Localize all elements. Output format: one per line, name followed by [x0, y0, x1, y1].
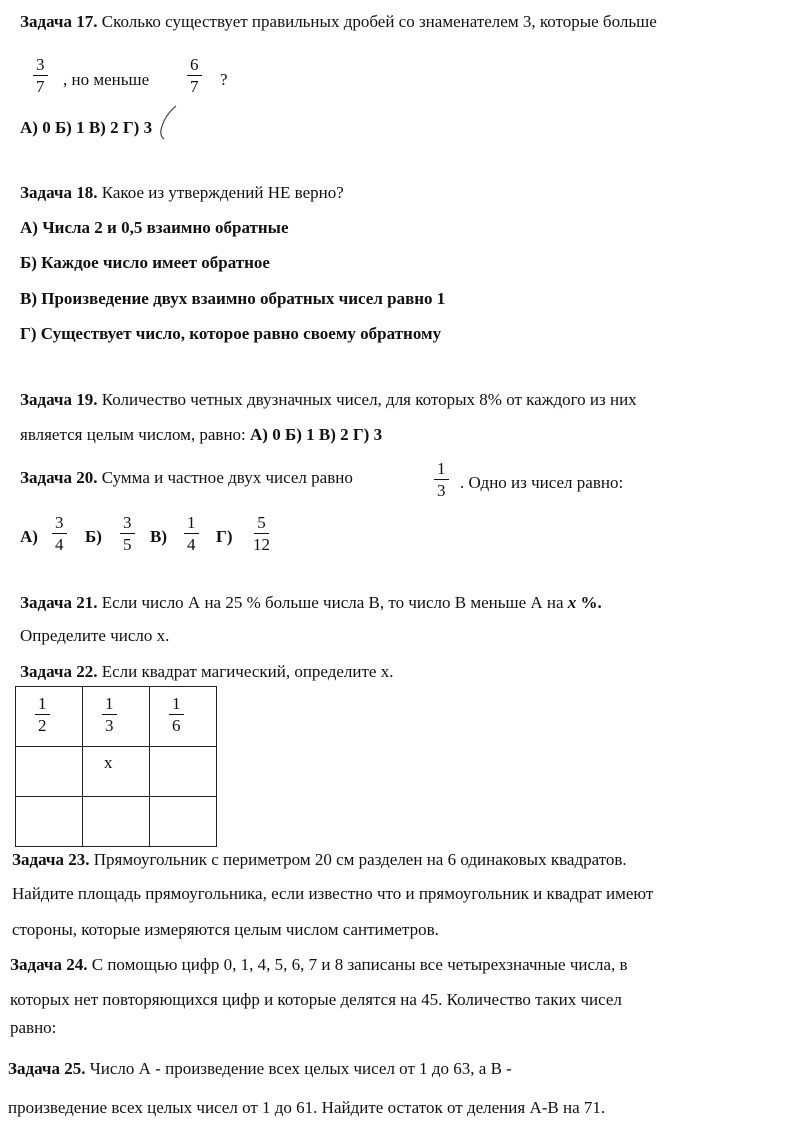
task-21-text: Если число А на 25 % больше числа В, то число В меньше А на [101, 593, 564, 612]
task-20-fraction: $\frac{1}{3}$ [434, 460, 449, 499]
task-20-option-a-fraction: $\frac{3}{4}$ [52, 514, 67, 553]
task-24-heading [10, 955, 628, 975]
magic-square-cell [150, 797, 217, 847]
magic-square-row [16, 747, 217, 797]
task-25-heading [8, 1059, 512, 1079]
task-22-text: Если квадрат магический, определите х. [101, 662, 394, 681]
task-20-option-c-label: В) [150, 527, 167, 546]
task-20-heading [20, 468, 353, 488]
task-18-option-d: Г) Существует число, которое равно своему обратному [20, 324, 442, 343]
task-25-title: Задача 25. [8, 1059, 86, 1078]
task-25-line-2-end: на 71. [562, 1098, 606, 1117]
magic-square-cell [16, 747, 83, 797]
task-17-fraction-1: $\frac{3}{7}$ [33, 56, 48, 95]
task-21-line-2: Определите число х. [20, 626, 170, 645]
task-18-text: Какое из утверждений НЕ верно? [101, 183, 344, 202]
task-25-line-2-text: произведение всех целых чисел от 1 до 61. Найдите остаток от деления [8, 1098, 526, 1117]
task-17-question-mark: ? [220, 70, 228, 89]
magic-square-cell [150, 687, 217, 747]
magic-square-cell [83, 797, 150, 847]
task-24-line-3: равно: [10, 1018, 57, 1037]
task-18-option-a: А) Числа 2 и 0,5 взаимно обратные [20, 218, 289, 237]
magic-square-cell [150, 747, 217, 797]
task-25-expression: А-В [529, 1098, 559, 1117]
task-20-option-b-fraction: $\frac{3}{5}$ [120, 514, 135, 553]
task-24-line-2: которых нет повторяющихся цифр и которые делятся на 45. Количество таких чисел [10, 990, 622, 1009]
cell-fraction: $\frac{1}{6}$ [169, 695, 184, 734]
task-20-option-d-fraction: $\frac{5}{12}$ [253, 513, 270, 554]
task-23-text: Прямоугольник с периметром 20 см разделен на 6 одинаковых квадратов. [93, 850, 627, 869]
task-20-option-b-label: Б) [85, 527, 102, 546]
task-18-title: Задача 18. [20, 183, 98, 202]
task-19-line-2 [20, 425, 382, 445]
magic-square-x: х [104, 753, 113, 772]
pen-mark [152, 104, 182, 142]
task-21-title: Задача 21. [20, 593, 98, 612]
task-18-heading [20, 183, 344, 203]
task-21-variable: x [567, 593, 577, 612]
task-22-title: Задача 22. [20, 662, 98, 681]
magic-square-cell [83, 747, 150, 797]
magic-square-cell [83, 687, 150, 747]
magic-square-cell [16, 687, 83, 747]
task-19-heading [20, 390, 637, 410]
task-20-option-d-label: Г) [216, 527, 233, 546]
cell-fraction: $\frac{1}{3}$ [102, 695, 117, 734]
task-24-title: Задача 24. [10, 955, 88, 974]
task-22-heading [20, 662, 393, 682]
task-23-heading [12, 850, 627, 870]
task-21-heading [20, 593, 602, 613]
task-17-answers: А) 0 Б) 1 В) 2 Г) 3 [20, 118, 153, 137]
task-21-percent: %. [580, 593, 602, 612]
task-19-line-2-text: является целым числом, равно: [20, 425, 246, 444]
task-19-title: Задача 19. [20, 390, 98, 409]
task-20-option-c-fraction: $\frac{1}{4}$ [184, 514, 199, 553]
task-25-text: Число А - произведение всех целых чисел от 1 до 63, а В - [89, 1059, 512, 1078]
task-17-text: Сколько существует правильных дробей со знаменателем 3, которые больше [101, 12, 657, 31]
task-25-line-2 [8, 1098, 605, 1118]
task-23-title: Задача 23. [12, 850, 90, 869]
magic-square-cell [16, 797, 83, 847]
task-20-title: Задача 20. [20, 468, 98, 487]
task-17-fraction-2: $\frac{6}{7}$ [187, 56, 202, 95]
task-20-option-a-label: А) [20, 527, 38, 546]
task-17-heading [20, 12, 657, 32]
task-24-text: С помощью цифр 0, 1, 4, 5, 6, 7 и 8 записаны все четырехзначные числа, в [91, 955, 628, 974]
task-20-text: Сумма и частное двух чисел равно [101, 468, 353, 487]
task-18-option-c: В) Произведение двух взаимно обратных чисел равно 1 [20, 289, 446, 308]
task-17-middle-text: , но меньше [63, 70, 150, 89]
task-20-text-2: . Одно из чисел равно: [460, 473, 624, 492]
magic-square-row [16, 687, 217, 747]
cell-fraction: $\frac{1}{2}$ [35, 695, 50, 734]
magic-square-row [16, 797, 217, 847]
task-23-line-3: стороны, которые измеряются целым числом сантиметров. [12, 920, 439, 939]
task-23-line-2: Найдите площадь прямоугольника, если известно что и прямоугольник и квадрат имеют [12, 884, 654, 903]
magic-square-grid [15, 686, 217, 847]
task-18-option-b: Б) Каждое число имеет обратное [20, 253, 270, 272]
task-19-answers: А) 0 Б) 1 В) 2 Г) 3 [250, 425, 383, 444]
task-17-title: Задача 17. [20, 12, 98, 31]
task-19-text: Количество четных двузначных чисел, для которых 8% от каждого из них [101, 390, 637, 409]
